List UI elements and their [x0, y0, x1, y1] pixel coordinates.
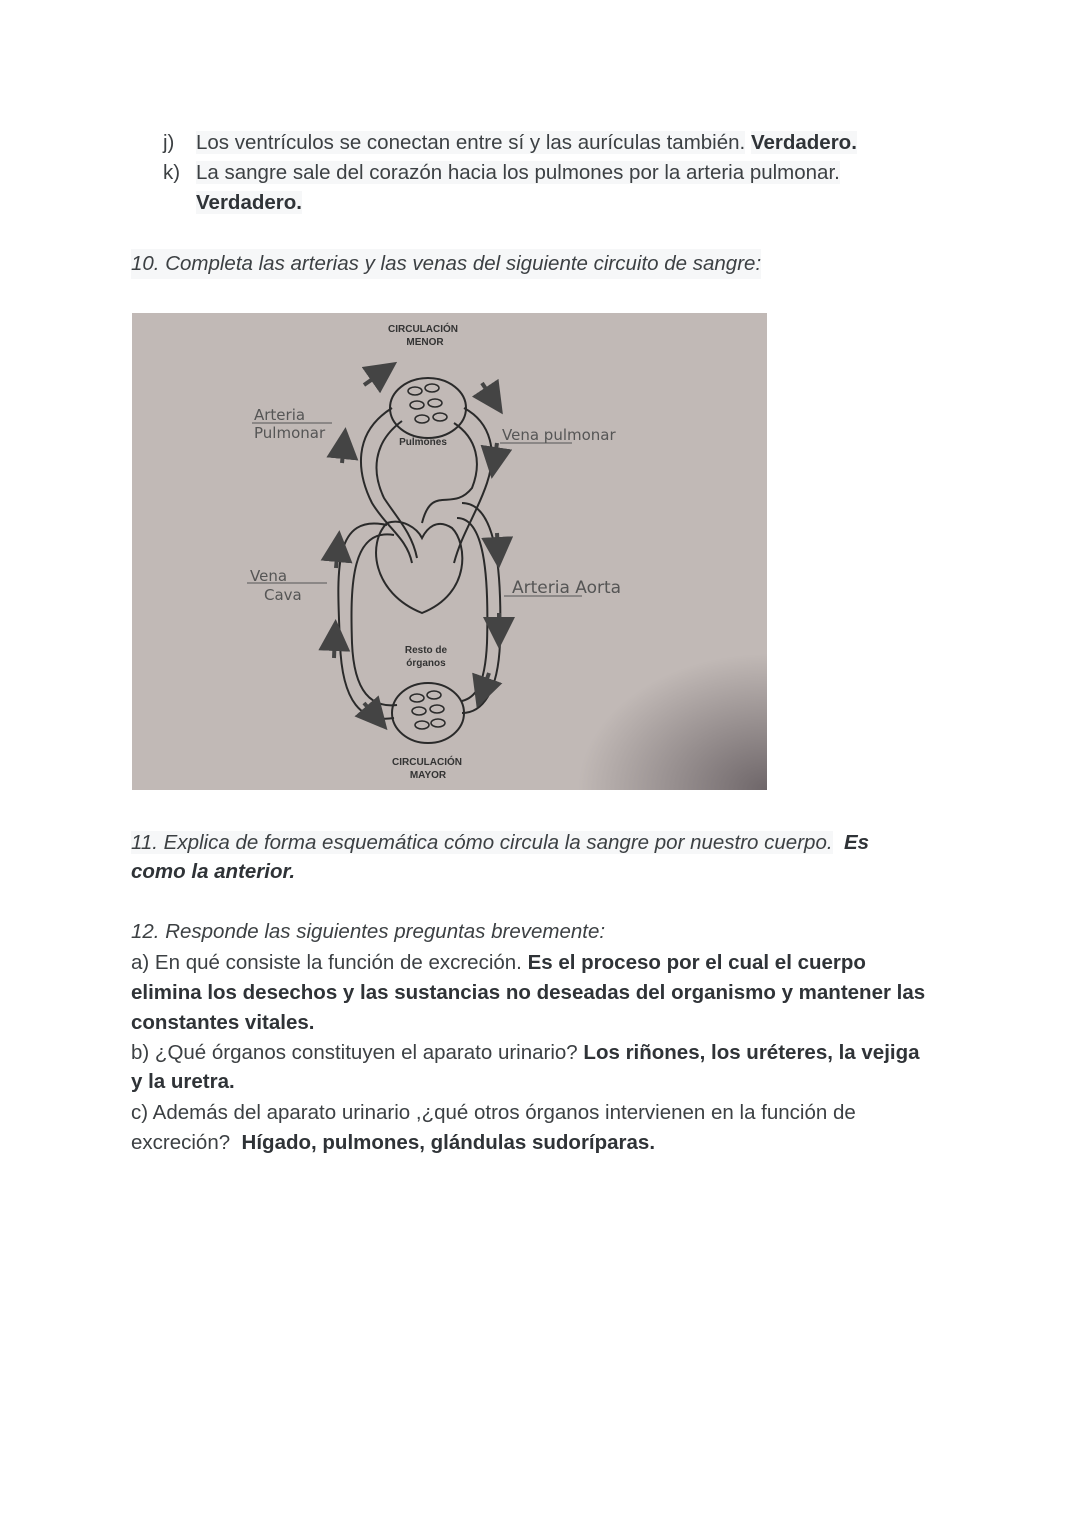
- question-12: 12. Responde las siguientes preguntas brevemente:: [131, 920, 606, 943]
- answer-12a-2: [131, 978, 925, 1008]
- question-text: 11. Explica de forma esquemática cómo circula la sangre por nuestro cuerpo.: [131, 831, 833, 854]
- question-12b: [131, 1038, 920, 1068]
- answer: Los riñones, los uréteres, la vejiga: [583, 1041, 920, 1064]
- bottom-label-1: CIRCULACIÓN: [392, 757, 462, 768]
- top-label-1: CIRCULACIÓN: [388, 324, 458, 335]
- answer: Verdadero.: [196, 191, 302, 214]
- answer: Es: [843, 831, 870, 854]
- answer: como la anterior.: [131, 860, 296, 883]
- circulation-diagram: [132, 313, 767, 790]
- answer-12a-3: [131, 1008, 314, 1038]
- answer-12b-2: [131, 1067, 235, 1097]
- statement: Los ventrículos se conectan entre sí y las aurículas también.: [196, 131, 746, 154]
- question-text: b) ¿Qué órganos constituyen el aparato urinario?: [131, 1041, 578, 1064]
- list-marker: j): [163, 131, 175, 154]
- list-item-j: [163, 128, 857, 158]
- question-12c: c) Además del aparato urinario ,¿qué otros órganos intervienen en la función de: [131, 1101, 856, 1124]
- answer: constantes vitales.: [131, 1011, 315, 1034]
- circulation-diagram-svg: [132, 313, 767, 790]
- label-arteria-aorta: Arteria Aorta: [512, 578, 622, 598]
- label-vena-pulmonar: Vena pulmonar: [502, 426, 616, 444]
- answer: elimina los desechos y las sustancias no deseadas del organismo y mantener las: [131, 981, 926, 1004]
- question-12a: [131, 948, 866, 978]
- label-vena-cava-1: Vena: [250, 567, 288, 585]
- answer: Es el proceso por el cual el cuerpo: [527, 951, 866, 974]
- label-arteria-pulmonar-1: Arteria: [254, 406, 306, 424]
- organs-label-1: Resto de: [404, 645, 448, 656]
- question-12c-2: [131, 1128, 655, 1158]
- answer: y la uretra.: [131, 1070, 235, 1093]
- question-text: excreción?: [131, 1131, 231, 1154]
- list-item-k: [163, 158, 840, 188]
- question-11: [131, 828, 869, 858]
- lungs-label: Pulmones: [399, 437, 447, 448]
- question-text: a) En qué consiste la función de excreción.: [131, 951, 522, 974]
- label-vena-cava-2: Cava: [264, 586, 302, 604]
- question-10: 10. Completa las arterias y las venas del siguiente circuito de sangre:: [131, 249, 761, 279]
- statement: La sangre sale del corazón hacia los pulmones por la arteria pulmonar.: [196, 161, 840, 184]
- label-arteria-pulmonar-2: Pulmonar: [254, 424, 326, 442]
- list-marker: k): [163, 161, 181, 184]
- answer: Verdadero.: [750, 131, 857, 154]
- answer-k: [196, 188, 302, 218]
- bottom-label-2: MAYOR: [409, 770, 447, 781]
- top-label-2: MENOR: [406, 337, 444, 348]
- answer-11: [131, 857, 295, 887]
- organs-label-2: órganos: [406, 658, 446, 669]
- answer: Hígado, pulmones, glándulas sudoríparas.: [241, 1131, 656, 1154]
